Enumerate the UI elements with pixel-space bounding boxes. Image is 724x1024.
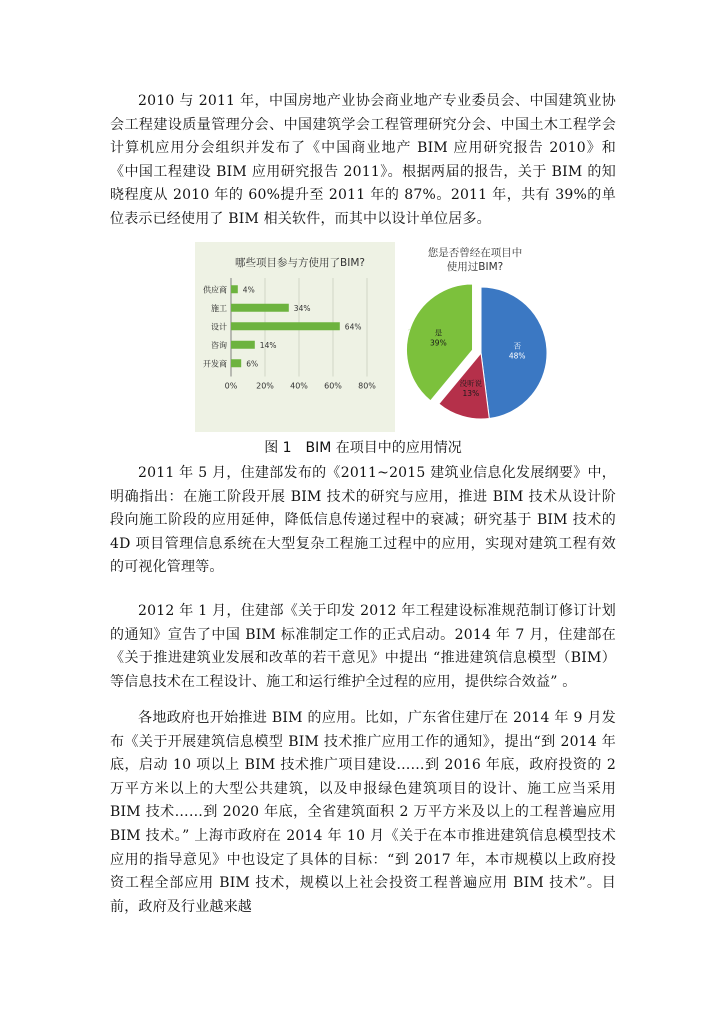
pie-slice-value: 39%	[430, 338, 447, 348]
data-label: 4%	[242, 285, 255, 295]
category-label: 咨询	[211, 340, 227, 350]
pie-title-line2: 使用过BIM?	[446, 261, 504, 273]
paragraph-2: 2011 年 5 月，住建部发布的《2011~2015 建筑业信息化发展纲要》中，明确指出：在施工阶段开展 BIM 技术的研究与应用，推进 BIM 技术从设计阶段向施工阶段的应用延伸，降低信息传递过程中的衰减；研究基于 BIM 技术的 4D 项目管理信息系统在大型复杂工程施工过程中的应用，实现对建筑工程有效的可视化管理等。	[110, 465, 616, 576]
bar-2	[231, 322, 340, 330]
paragraph-4: 各地政府也开始推进 BIM 的应用。比如，广东省住建厅在 2014 年 9 月发布《关于开展建筑信息模型 BIM 技术推广应用工作的通知》，提出“到 2014 年底，启动 10 项以上 BIM 技术推广项目建设……到 2016 年底，政府投资的 2 万平方米以上的大型公共建筑，以及申报绿色建筑项目的设计、施工应当采用 BIM 技术……到 2020 年底，全省建筑面积 2 万平方米及以上的工程普遍应用 BIM 技术。” 上海市政府在 2014 年 10 月《关于在本市推进建筑信息模型技术应用的指导意见》中也设定了具体的目标：“到 2017 年，本市规模以上政府投资工程全部应用 BIM 技术，规模以上社会投资工程普遍应用 BIM 技术”。目前，政府及行业越来越	[110, 710, 616, 915]
figure-bim-usage	[195, 242, 555, 432]
x-tick-label: 60%	[324, 381, 342, 391]
bar-chart-title: 哪些项目参与方使用了BIM?	[235, 257, 365, 269]
bar-chart-background	[195, 242, 395, 432]
category-label: 供应商	[203, 285, 227, 295]
bar-3	[231, 341, 255, 349]
pie-slice-name: 是	[434, 328, 443, 338]
pie-slice-value: 13%	[462, 388, 480, 398]
data-label: 6%	[246, 359, 259, 369]
category-label: 施工	[211, 303, 227, 313]
x-tick-label: 0%	[224, 381, 238, 391]
x-tick-label: 80%	[358, 381, 376, 391]
paragraph-1: 2010 与 2011 年，中国房地产业协会商业地产专业委员会、中国建筑业协会工程建设质量管理分会、中国建筑学会工程管理研究分会、中国土木工程学会计算机应用分会组织并发布了《中国商业地产 BIM 应用研究报告 2010》和《中国工程建设 BIM 应用研究报告 2011》。根据两届的报告，关于 BIM 的知晓程度从 2010 年的 60%提升至 2011 年的 87%。2011 年，共有 39%的单位表示已经使用了 BIM 相关软件，而其中以设计单位居多。	[110, 93, 616, 227]
data-label: 64%	[344, 322, 362, 332]
data-label: 14%	[259, 340, 277, 350]
pie-slice-name: 没听说	[459, 378, 483, 388]
figure-caption: 图 1 BIM 在项目中的应用情况	[264, 440, 462, 456]
category-label: 开发商	[203, 359, 227, 369]
category-label: 设计	[211, 322, 227, 332]
pie-chart-title	[428, 246, 523, 273]
x-tick-label: 40%	[290, 381, 308, 391]
data-label: 34%	[293, 303, 311, 313]
bar-4	[231, 359, 241, 367]
x-tick-label: 20%	[256, 381, 274, 391]
bar-1	[231, 304, 289, 312]
pie-chart	[407, 284, 547, 419]
pie-title-line1: 您是否曾经在项目中	[427, 247, 523, 259]
pie-slice-value: 48%	[508, 351, 526, 361]
bar-0	[231, 285, 238, 293]
paragraph-3: 2012 年 1 月，住建部《关于印发 2012 年工程建设标准规范制订修订计划的通知》宣告了中国 BIM 标准制定工作的正式启动。2014 年 7 月，住建部在《关于推进建筑业发展和改革的若干意见》中提出 “推进建筑信息模型（BIM）等信息技术在工程设计、施工和运行维护全过程的应用，提供综合效益” 。	[110, 603, 616, 690]
pie-slice-name: 否	[513, 341, 521, 351]
